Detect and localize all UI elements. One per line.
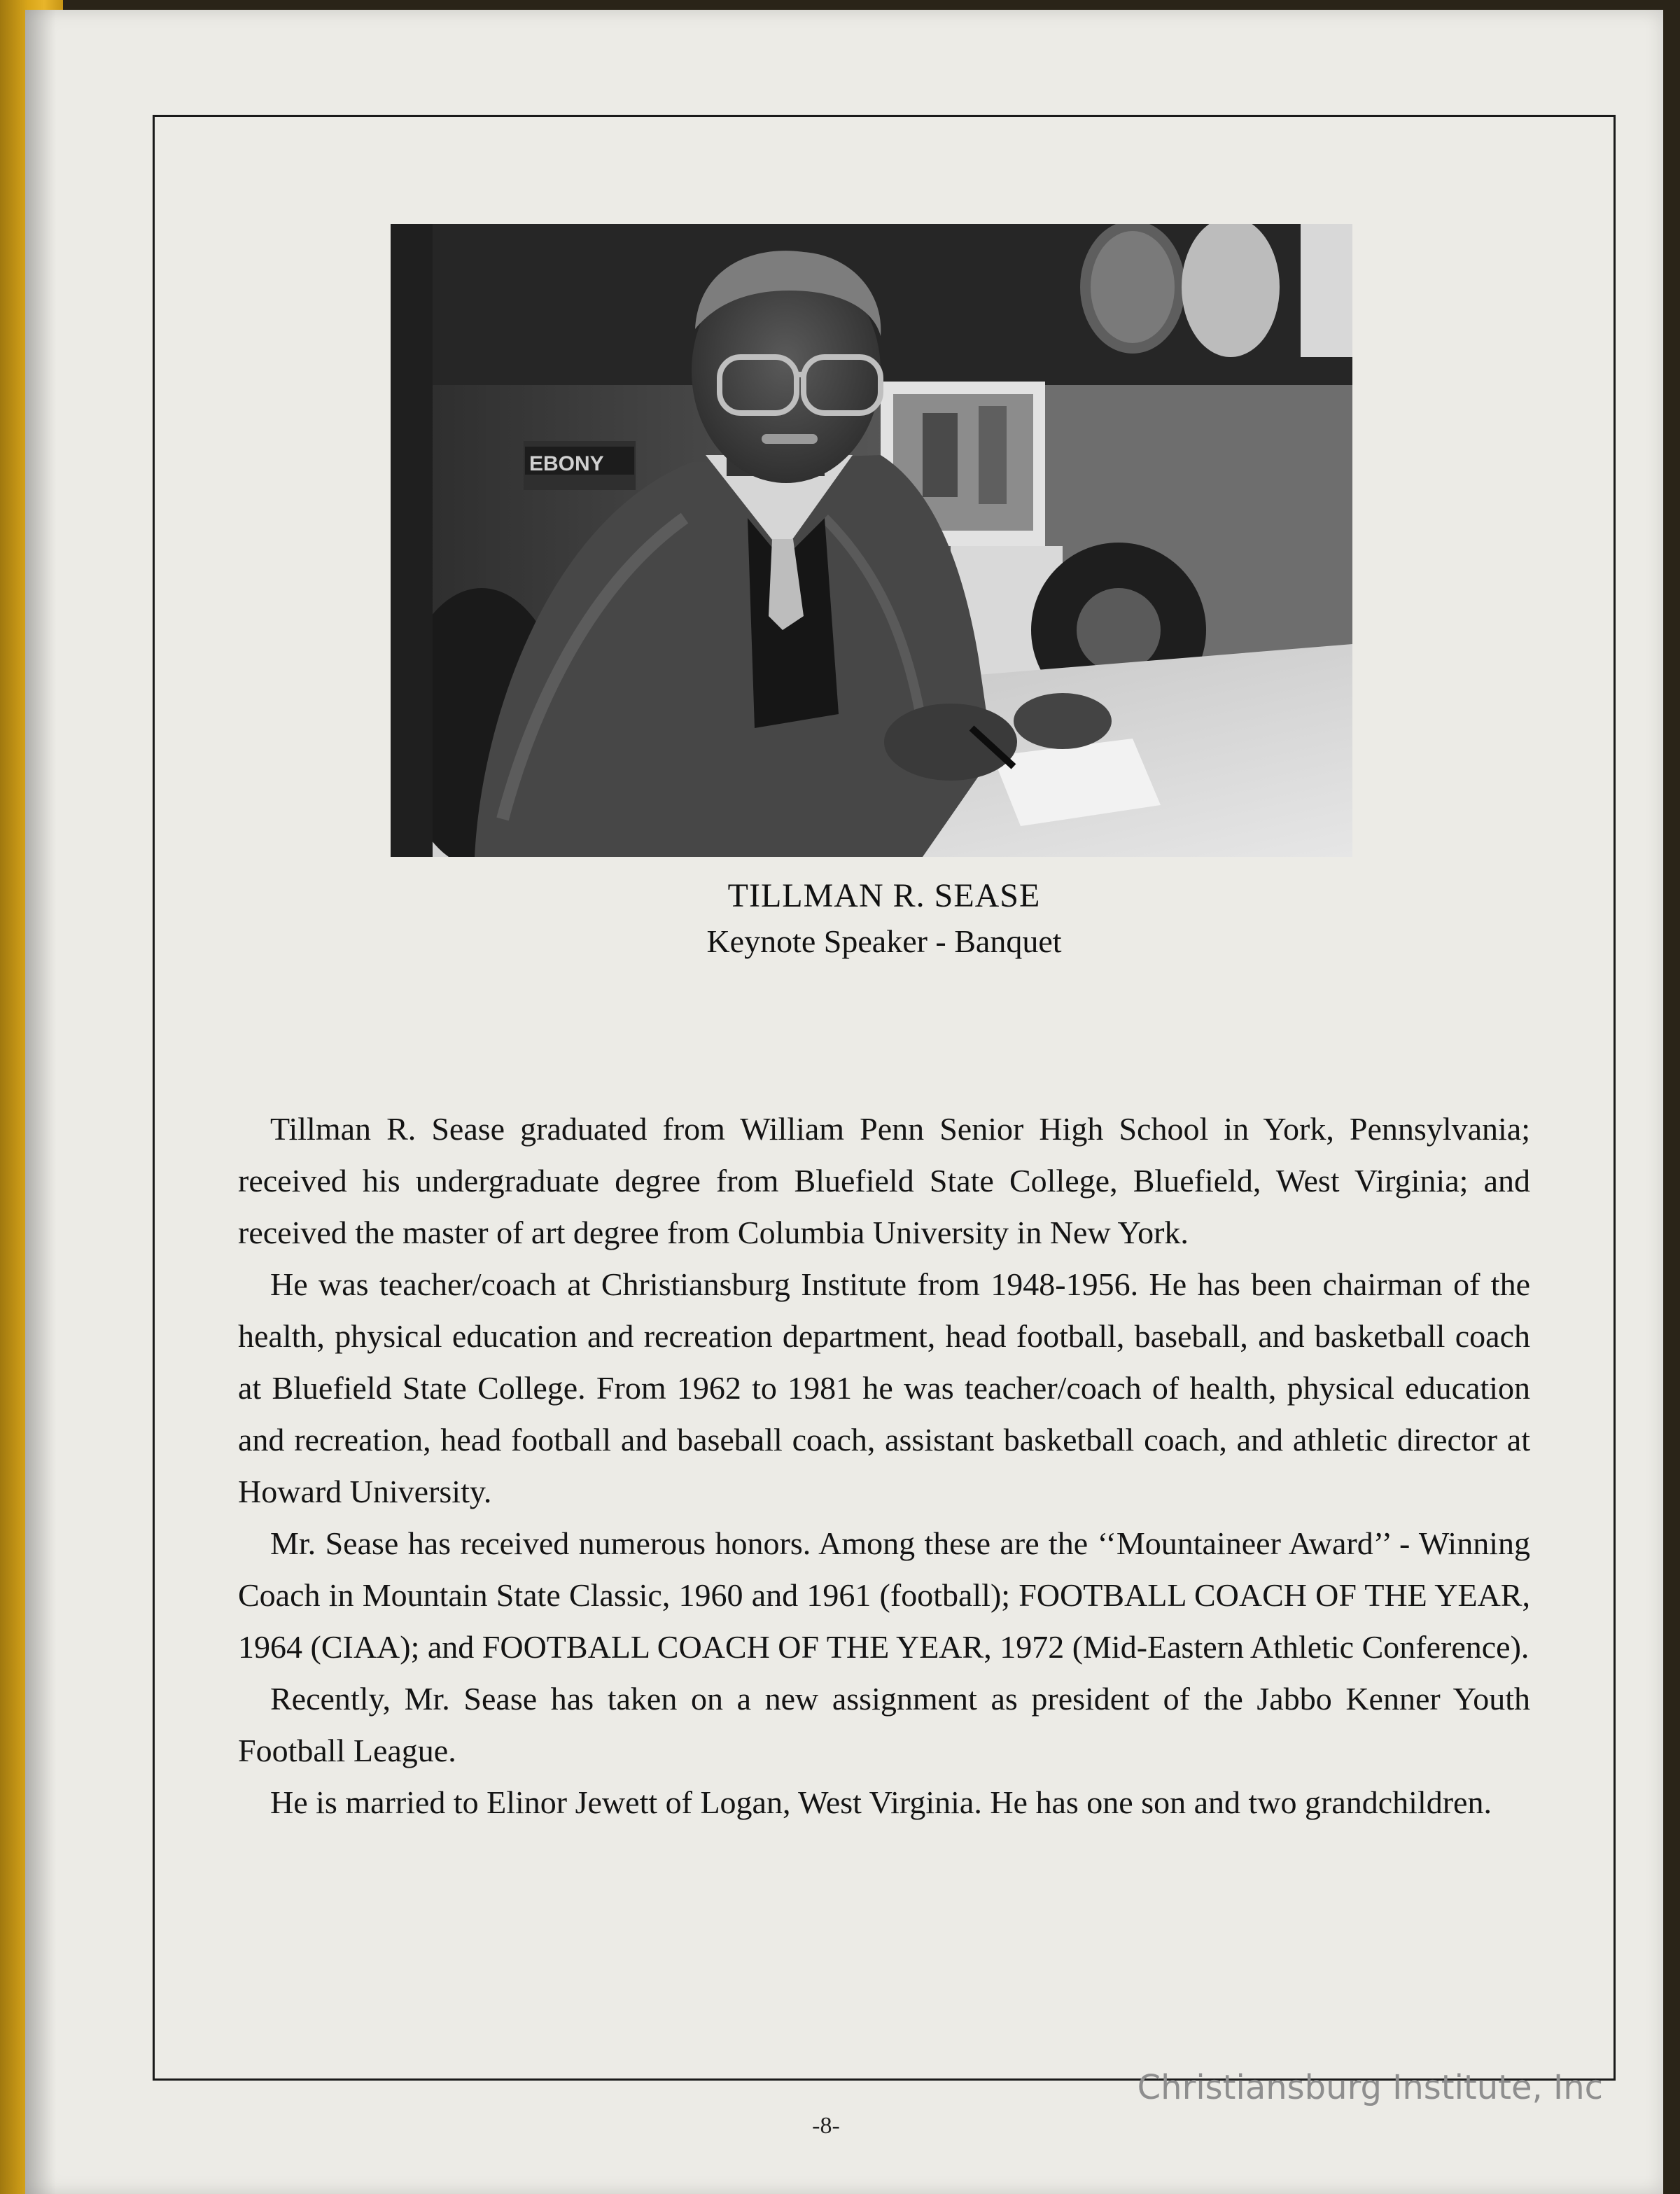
caption-name: TILLMAN R. SEASE	[727, 877, 1041, 914]
watermark-text: Christiansburg Institute, Inc	[1137, 2068, 1603, 2107]
binding-shadow	[25, 10, 56, 2194]
biography-paragraph: Recently, Mr. Sease has taken on a new assignment as president of the Jabbo Kenner Youth Football League.	[238, 1681, 1530, 1768]
biography-paragraph: He is married to Elinor Jewett of Logan, West Virginia. He has one son and two grandchildren.	[270, 1784, 1492, 1820]
portrait-photo	[391, 224, 1352, 857]
biography-text	[238, 1103, 1530, 1829]
page-number: -8-	[812, 2113, 840, 2139]
caption-role: Keynote Speaker - Banquet	[706, 923, 1062, 959]
biography-paragraph: Tillman R. Sease graduated from William Penn Senior High School in York, Pennsylvania; received his undergraduate degree from Bluefield State College, Bluefield, West Virginia; and received the master of art degree from Columbia University in New York.	[238, 1111, 1530, 1250]
biography-paragraph: He was teacher/coach at Christiansburg Institute from 1948-1956. He has been chairman of the health, physical education and recreation department, head football, baseball, and basketball coach at Bluefield State College. From 1962 to 1981 he was teacher/coach of health, physical education and recreation, head football and baseball coach, assistant basketball coach, and athletic director at Howard University.	[238, 1266, 1530, 1509]
biography-paragraph: Mr. Sease has received numerous honors. Among these are the ‘‘Mountaineer Award’’ - Winning Coach in Mountain State Classic, 1960 and 1961 (football); FOOTBALL COACH OF THE YEAR, 1964 (CIAA); and FOOTBALL COACH OF THE YEAR, 1972 (Mid-Eastern Athletic Conference).	[238, 1525, 1530, 1665]
poster-ebony-label: EBONY	[529, 452, 604, 475]
portrait-photo-illustration	[391, 224, 1352, 857]
